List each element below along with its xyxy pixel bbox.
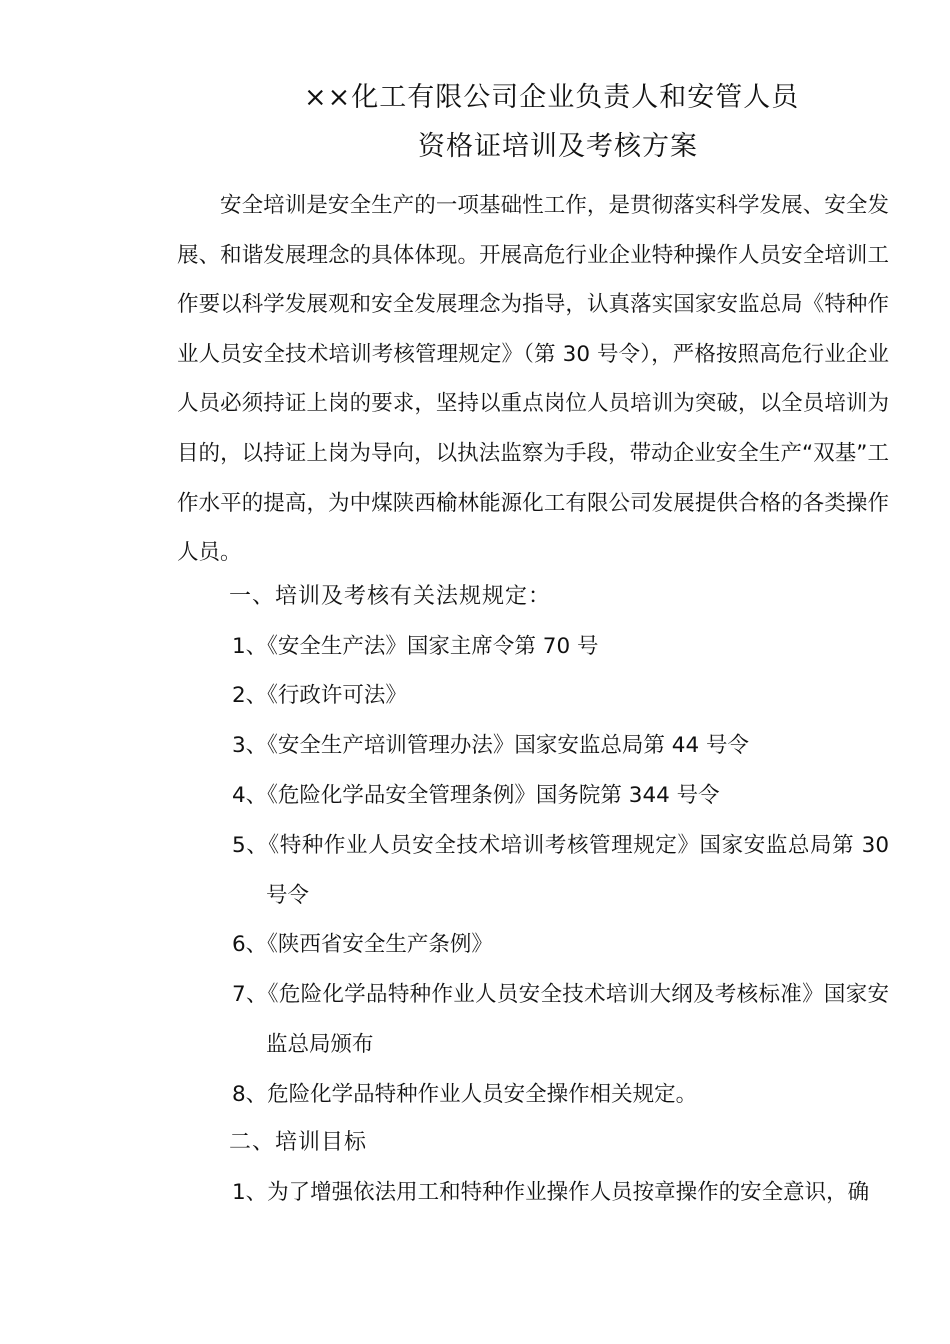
list-item: 3、《安全生产培训管理办法》国家安监总局第 44 号令: [232, 733, 749, 758]
document-title-line1: ××化工有限公司企业负责人和安管人员: [304, 82, 800, 113]
list-item: 2、《行政许可法》: [232, 683, 407, 708]
list-item: 8、危险化学品特种作业人员安全操作相关规定。: [232, 1082, 698, 1107]
section-heading-training-goals: 二、培训目标: [229, 1130, 368, 1155]
intro-paragraph: 安全培训是安全生产的一项基础性工作，是贯彻落实科学发展、安全发展、和谐发展理念的具体体现。开展高危行业企业特种操作人员安全培训工作要以科学发展观和安全发展理念为指导，认真落实国家安监总局《特种作业人员安全技术培训考核管理规定》（第 30 号令），严格按照高危行业企业人员必须持证上岗的要求，坚持以重点岗位人员培训为突破，以全员培训为目的，以持证上岗为导向，以执法监察为手段，带动企业安全生产“双基”工作水平的提高，为中煤陕西榆林能源化工有限公司发展提供合格的各类操作人员。: [177, 193, 889, 566]
document-title-line2: 资格证培训及考核方案: [418, 131, 698, 162]
list-item: 4、《危险化学品安全管理条例》国务院第 344 号令: [232, 783, 720, 808]
list-item: 1、为了增强依法用工和特种作业操作人员按章操作的安全意识，确: [232, 1180, 870, 1205]
list-item: 7、《危险化学品特种作业人员安全技术培训大纲及考核标准》国家安监总局颁布: [232, 982, 889, 1057]
section-heading-regulations: 一、培训及考核有关法规规定：: [229, 584, 552, 609]
list-item: 5、《特种作业人员安全技术培训考核管理规定》国家安监总局第 30 号令: [232, 833, 889, 908]
list-item: 6、《陕西省安全生产条例》: [232, 932, 493, 957]
list-item: 1、《安全生产法》国家主席令第 70 号: [232, 634, 599, 659]
